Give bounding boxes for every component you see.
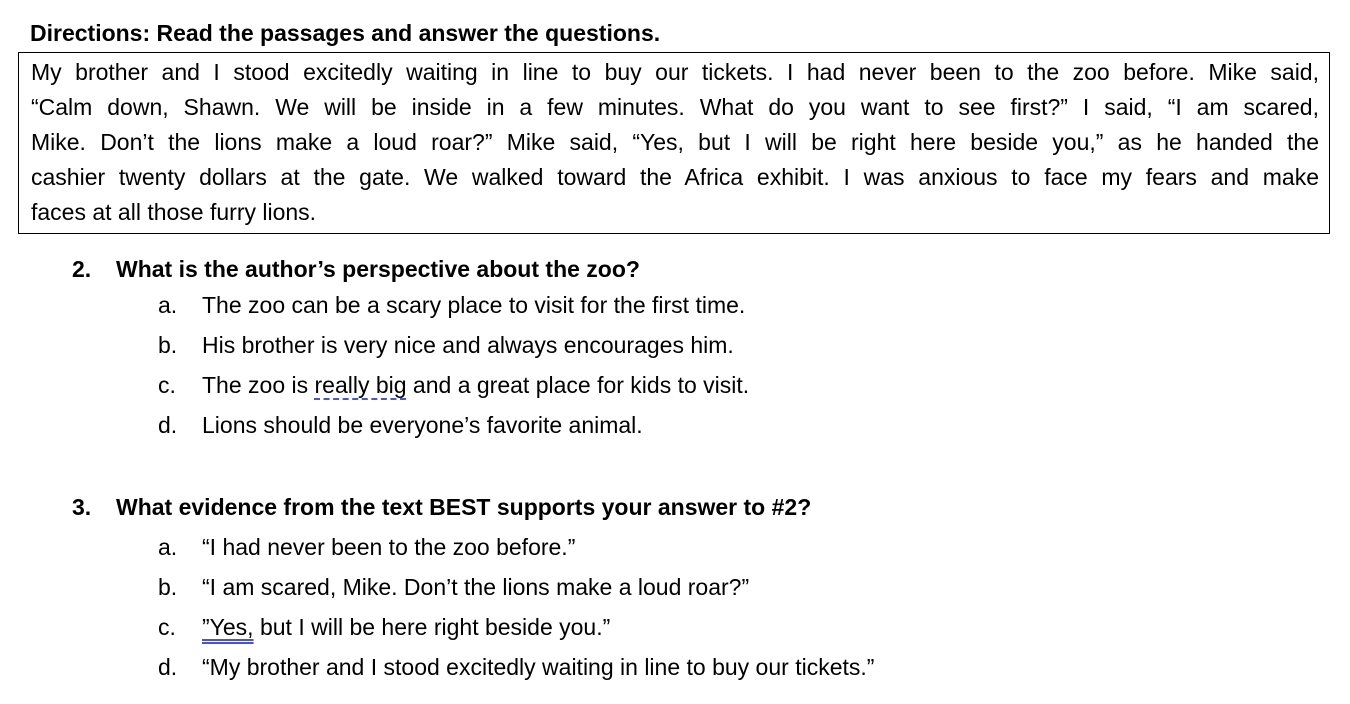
directions-heading: Directions: Read the passages and answer the questions. [30,20,661,46]
answer-option-3a [158,532,575,562]
question-3 [72,492,811,522]
question-number: 3. [72,494,92,520]
option-letter: c. [158,372,176,398]
passage-box [18,52,1330,234]
option-text: Lions should be everyone’s favorite animal. [202,412,643,438]
passage-line: Mike. Don’t the lions make a loud roar?” Mike said, “Yes, but I will be right here beside you,” as he handed the [31,129,1319,155]
option-text: “I am scared, Mike. Don’t the lions make a loud roar?” [202,574,750,600]
answer-option-2b [158,330,734,360]
answer-option-3d [158,652,874,682]
grammar-flagged-phrase: really big [314,372,407,398]
answer-option-2d [158,410,643,440]
option-letter: c. [158,614,176,640]
passage-line: cashier twenty dollars at the gate. We walked toward the Africa exhibit. I was anxious to face my fears and make [31,164,1319,190]
option-text: “I had never been to the zoo before.” [202,534,576,560]
option-letter: b. [158,574,178,600]
option-letter: d. [158,654,178,680]
passage-line: faces at all those furry lions. [31,199,317,225]
option-text: The zoo can be a scary place to visit for the first time. [202,292,746,318]
question-text: What is the author’s perspective about the zoo? [116,256,640,282]
answer-option-2a [158,290,745,320]
question-2 [72,254,640,284]
question-number: 2. [72,256,92,282]
option-text: His brother is very nice and always encourages him. [202,332,734,358]
option-letter: d. [158,412,178,438]
option-letter: a. [158,292,178,318]
answer-option-3c [158,612,610,642]
passage-line: My brother and I stood excitedly waiting in line to buy our tickets. I had never been to the zoo before. Mike said, [31,59,1319,85]
option-text-end: but I will be here right beside you.” [253,614,611,640]
option-letter: b. [158,332,178,358]
option-text-start: The zoo is [202,372,315,398]
option-text-end: and a great place for kids to visit. [406,372,750,398]
spelling-flagged-word: ”Yes, [202,614,254,640]
answer-option-3b [158,572,749,602]
answer-option-2c [158,370,749,400]
option-text: “My brother and I stood excitedly waiting in line to buy our tickets.” [202,654,875,680]
option-letter: a. [158,534,178,560]
passage-line: “Calm down, Shawn. We will be inside in a few minutes. What do you want to see first?” I said, “I am scared, [31,94,1319,120]
question-text: What evidence from the text BEST supports your answer to #2? [116,494,812,520]
